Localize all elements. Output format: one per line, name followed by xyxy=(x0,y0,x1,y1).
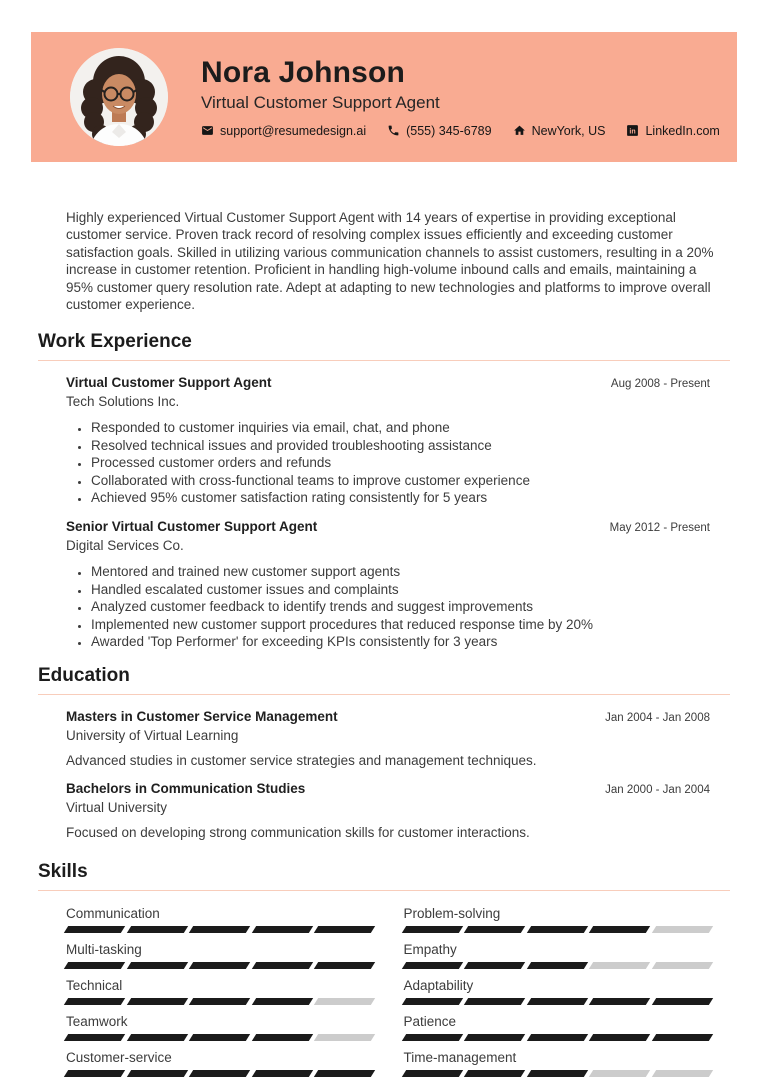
skill-name: Technical xyxy=(66,978,123,993)
skill-name: Time-management xyxy=(403,1050,517,1065)
work-section-title: Work Experience xyxy=(38,331,192,352)
skill-item xyxy=(66,941,373,969)
skill-segment xyxy=(526,926,587,933)
skills-section-title: Skills xyxy=(38,861,88,882)
skill-segment xyxy=(651,926,712,933)
bullet-item: • Responded to customer inquiries via email, chat, and phone xyxy=(90,419,710,437)
section-work-experience xyxy=(0,331,768,651)
svg-text:in: in xyxy=(629,128,637,136)
skill-segment xyxy=(189,998,250,1005)
job-entry xyxy=(66,519,710,651)
skill-segment xyxy=(526,962,587,969)
skill-name: Multi-tasking xyxy=(66,942,142,957)
skill-segment xyxy=(401,998,462,1005)
skill-segment xyxy=(651,962,712,969)
job-company: Tech Solutions Inc. xyxy=(66,394,180,409)
skill-segment xyxy=(314,998,375,1005)
skill-item xyxy=(66,1013,373,1041)
skill-level-bar xyxy=(404,1034,711,1041)
skill-item xyxy=(404,1013,711,1041)
skill-item xyxy=(404,1049,711,1077)
skill-segment xyxy=(651,1070,712,1077)
linkedin-icon xyxy=(626,124,639,137)
education-section-title: Education xyxy=(38,665,130,686)
skill-segment xyxy=(126,962,187,969)
contact-linkedin xyxy=(626,124,719,138)
skill-segment xyxy=(464,1070,525,1077)
skill-segment xyxy=(126,1034,187,1041)
section-skills xyxy=(0,861,768,1085)
header-info xyxy=(201,57,720,138)
skill-segment xyxy=(64,1070,125,1077)
contact-email-text: support@resumedesign.ai xyxy=(220,123,367,138)
bullet-item: • Implemented new customer support procedures that reduced response time by 20% xyxy=(90,616,710,634)
skill-item xyxy=(66,977,373,1005)
skill-item xyxy=(66,1049,373,1077)
skill-segment xyxy=(401,1034,462,1041)
skill-name: Empathy xyxy=(403,942,457,957)
contact-email xyxy=(201,124,366,138)
education-entry-header xyxy=(66,709,710,724)
contact-row xyxy=(201,124,720,138)
skill-segment xyxy=(314,1070,375,1077)
skill-segment xyxy=(464,1034,525,1041)
skill-segment xyxy=(64,962,125,969)
contact-location-text: NewYork, US xyxy=(531,123,606,138)
skill-item xyxy=(66,905,373,933)
job-title-text: Senior Virtual Customer Support Agent xyxy=(66,518,318,534)
skill-level-bar xyxy=(66,926,373,933)
bullet-item: • Analyzed customer feedback to identify trends and suggest improvements xyxy=(90,598,710,616)
skill-name: Teamwork xyxy=(66,1014,128,1029)
skill-segment xyxy=(126,1070,187,1077)
education-entry xyxy=(66,709,710,769)
skill-level-bar xyxy=(404,962,711,969)
contact-phone-text: (555) 345-6789 xyxy=(406,123,492,138)
skill-segment xyxy=(526,1034,587,1041)
degree-school: University of Virtual Learning xyxy=(66,728,239,743)
skill-segment xyxy=(314,962,375,969)
skill-segment xyxy=(589,962,650,969)
skill-segment xyxy=(64,926,125,933)
job-entry-header xyxy=(66,375,710,390)
skill-segment xyxy=(651,998,712,1005)
skill-segment xyxy=(464,962,525,969)
skill-segment xyxy=(126,998,187,1005)
skill-level-bar xyxy=(66,1034,373,1041)
bullet-item: • Mentored and trained new customer support agents xyxy=(90,563,710,581)
skill-segment xyxy=(526,998,587,1005)
job-entry-header xyxy=(66,519,710,534)
skill-segment xyxy=(314,926,375,933)
skill-segment xyxy=(464,926,525,933)
skill-segment xyxy=(189,926,250,933)
contact-linkedin-text: LinkedIn.com xyxy=(645,123,720,138)
degree-description: Focused on developing strong communication skills for customer interactions. xyxy=(66,825,530,840)
section-education xyxy=(0,665,768,841)
job-list xyxy=(0,375,768,651)
skill-segment xyxy=(64,998,125,1005)
bullet-item: • Awarded 'Top Performer' for exceeding KPIs consistently for 3 years xyxy=(90,633,710,651)
skill-item xyxy=(404,905,711,933)
skill-segment xyxy=(464,998,525,1005)
email-icon xyxy=(201,124,214,137)
skill-segment xyxy=(189,962,250,969)
degree-dates: Jan 2000 - Jan 2004 xyxy=(605,784,710,796)
skill-level-bar xyxy=(404,1070,711,1077)
degree-dates: Jan 2004 - Jan 2008 xyxy=(605,712,710,724)
job-title-text: Virtual Customer Support Agent xyxy=(66,375,272,390)
skill-segment xyxy=(251,1070,312,1077)
job-dates: May 2012 - Present xyxy=(609,521,710,534)
skill-segment xyxy=(189,1070,250,1077)
skill-segment xyxy=(589,1034,650,1041)
contact-location xyxy=(513,124,606,138)
job-bullet-list xyxy=(66,419,710,507)
skill-segment xyxy=(251,998,312,1005)
job-entry xyxy=(66,375,710,507)
skill-segment xyxy=(126,926,187,933)
skill-level-bar xyxy=(66,998,373,1005)
skill-segment xyxy=(401,926,462,933)
skills-grid xyxy=(66,905,710,1085)
contact-phone xyxy=(387,124,491,138)
section-divider xyxy=(38,890,730,891)
skill-level-bar xyxy=(66,962,373,969)
header-card xyxy=(31,32,737,162)
skill-segment xyxy=(589,926,650,933)
education-entry-header xyxy=(66,781,710,796)
degree-description: Advanced studies in customer service strategies and management techniques. xyxy=(66,753,537,768)
skill-segment xyxy=(251,1034,312,1041)
bullet-item: • Processed customer orders and refunds xyxy=(90,454,710,472)
section-divider xyxy=(38,360,730,361)
skill-item xyxy=(404,977,711,1005)
skill-segment xyxy=(401,1070,462,1077)
profile-photo xyxy=(70,48,168,146)
avatar-illustration xyxy=(70,48,168,146)
degree-title-text: Bachelors in Communication Studies xyxy=(66,781,306,796)
skill-segment xyxy=(651,1034,712,1041)
job-dates: Aug 2008 - Present xyxy=(610,378,710,390)
skill-name: Adaptability xyxy=(403,978,474,993)
skill-level-bar xyxy=(404,998,711,1005)
skill-level-bar xyxy=(404,926,711,933)
skill-segment xyxy=(314,1034,375,1041)
skill-segment xyxy=(589,998,650,1005)
job-bullet-list xyxy=(66,563,710,651)
skill-name: Communication xyxy=(66,906,160,921)
job-company: Digital Services Co. xyxy=(66,537,184,553)
skill-name: Customer-service xyxy=(66,1050,172,1065)
person-name: Nora Johnson xyxy=(201,55,406,89)
skill-segment xyxy=(189,1034,250,1041)
degree-school: Virtual University xyxy=(66,800,168,815)
skill-segment xyxy=(251,926,312,933)
skill-segment xyxy=(64,1034,125,1041)
skill-name: Patience xyxy=(403,1014,457,1029)
bullet-item: • Collaborated with cross-functional teams to improve customer experience xyxy=(90,472,710,490)
phone-icon xyxy=(387,124,400,137)
degree-title-text: Masters in Customer Service Management xyxy=(66,709,338,724)
skill-level-bar xyxy=(66,1070,373,1077)
home-icon xyxy=(513,124,526,137)
skill-segment xyxy=(401,962,462,969)
person-job-title: Virtual Customer Support Agent xyxy=(201,92,440,112)
skill-name: Problem-solving xyxy=(403,906,501,921)
summary-text: Highly experienced Virtual Customer Support Agent with 14 years of expertise in providing exceptional customer service. Proven track record of resolving complex issues efficiently and exceeding customer satisfaction goals. Skilled in utilizing various communication channels to assist customers, resulting in a 20% increase in customer retention. Proficient in handling high-volume inbound calls and emails, maintaining a 95% customer query resolution rate. Adept at adapting to new technologies and platforms to improve overall customer experience. xyxy=(66,209,714,312)
skill-segment xyxy=(251,962,312,969)
section-divider xyxy=(38,694,730,695)
skill-item xyxy=(404,941,711,969)
bullet-item: • Resolved technical issues and provided troubleshooting assistance xyxy=(90,437,710,455)
skill-segment xyxy=(589,1070,650,1077)
bullet-item: • Achieved 95% customer satisfaction rating consistently for 5 years xyxy=(90,489,710,507)
bullet-item: • Handled escalated customer issues and complaints xyxy=(90,581,710,599)
degree-list xyxy=(0,709,768,841)
education-entry xyxy=(66,781,710,841)
skill-segment xyxy=(526,1070,587,1077)
